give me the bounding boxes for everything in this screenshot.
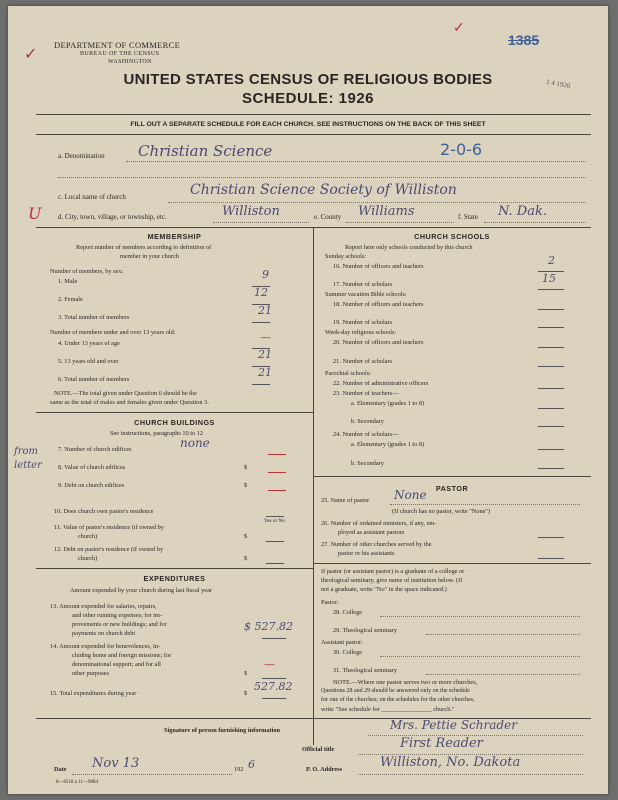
membership-title: MEMBERSHIP [147, 232, 202, 241]
parochial-schools-label: Parochial schools: [325, 370, 371, 377]
assistant-pastor-subheading: Assistant pastor: [321, 639, 363, 646]
denomination-code: 2-0-6 [440, 140, 483, 159]
q16-value[interactable]: 2 [548, 254, 555, 267]
official-title-value[interactable]: First Reader [400, 736, 483, 751]
expenditures-subtitle: Amount expended by your church during last fiscal year [70, 587, 212, 594]
q9-label: 9. Debt on church edifices [58, 482, 125, 489]
department-name: DEPARTMENT OF COMMERCE [54, 40, 181, 50]
date-value[interactable]: Nov 13 [92, 756, 140, 771]
q23a-label: a. Elementary (grades 1 to 8) [351, 400, 425, 407]
q12-label-1: 12. Debt on pastor's residence (if owned by [54, 546, 164, 553]
date-label: Date [54, 766, 67, 773]
bureau-name: BUREAU OF THE CENSUS [80, 51, 160, 57]
q27-label-2: pastor or his assistants [338, 550, 395, 557]
q23-label: 23. Number of teachers— [333, 390, 399, 397]
q25-label: 25. Name of pastor [321, 497, 370, 504]
q12-dollar: $ [244, 555, 248, 562]
q12-label-2: church) [78, 555, 98, 562]
q26-label-2: ployed as assistant pastors [338, 529, 405, 536]
q14-dollar: $ [244, 670, 248, 677]
q20-label: 20. Number of officers and teachers [333, 339, 424, 346]
q28-label: 28. College [333, 609, 363, 616]
membership-note-2: same as the total of males and females given under Question 3. [50, 399, 209, 406]
graduate-note-1: If pastor (or assistant pastor) is a graduate of a college or [321, 568, 465, 575]
census-schedule-sheet [8, 6, 608, 794]
church-name-label: c. Local name of church [58, 193, 126, 201]
form-title: UNITED STATES CENSUS OF RELIGIOUS BODIES [123, 71, 493, 88]
q13-label-3: provements or new buildings; and for [72, 621, 167, 628]
q11-label-2: church) [78, 533, 98, 540]
year-prefix: 192 [234, 766, 244, 773]
q18-label: 18. Number of officers and teachers [333, 301, 424, 308]
q29-label: 29. Theological seminary [333, 627, 398, 634]
po-address-label: P. O. Address [306, 766, 343, 773]
yes-no-hint: Yes or No [264, 518, 285, 524]
q26-label-1: 26. Number of ordained ministers, if any, em- [321, 520, 437, 527]
buildings-subtitle: See instructions, paragraphs 10 to 12 [110, 430, 204, 437]
q11-dollar: $ [244, 533, 248, 540]
q7-label: 7. Number of church edifices [58, 446, 132, 453]
church-name-value[interactable]: Christian Science Society of Williston [190, 182, 457, 198]
q14-label-2: cluding home and foreign missions; for [72, 652, 172, 659]
denomination-label: a. Denomination [58, 152, 105, 160]
q3-value[interactable]: 21 [258, 304, 272, 317]
q21-label: 21. Number of scholars [333, 358, 393, 365]
q14-label-4: other purposes [72, 670, 109, 677]
bureau-city: WASHINGTON [108, 59, 152, 65]
q14-label-3: denominational support; and for all [72, 661, 161, 668]
q30-label: 30. College [333, 649, 363, 656]
q22-label: 22. Number of administrative officers [333, 380, 429, 387]
q6-value[interactable]: 21 [258, 366, 272, 379]
pastor-note-1: NOTE.—Where one pastor serves two or more churches, [333, 679, 478, 686]
pastor-note-4: write "See schedule for ________________ church." [321, 706, 455, 713]
buildings-title: CHURCH BUILDINGS [134, 418, 215, 427]
q16-label: 16. Number of officers and teachers [333, 263, 424, 270]
stamp-number: 1385 [508, 32, 540, 48]
q1-label: 1. Male [58, 278, 78, 285]
pastor-title: PASTOR [435, 484, 469, 493]
q1-value[interactable]: 9 [262, 268, 269, 281]
q17-value[interactable]: 15 [542, 272, 556, 285]
q15-label: 15. Total expenditures during year [50, 690, 137, 697]
denomination-value[interactable]: Christian Science [138, 142, 273, 160]
form-code: 8—6518 a 11—9084 [56, 780, 99, 785]
q27-label-1: 27. Number of other churches served by the [321, 541, 432, 548]
q23b-label: b. Secondary [351, 418, 384, 425]
q2-label: 2. Female [58, 296, 83, 303]
q17-label: 17. Number of scholars [333, 281, 393, 288]
q13-label-1: 13. Amount expended for salaries, repairs, [50, 603, 157, 610]
official-title-label: Official title [302, 746, 335, 753]
q24b-label: b. Secondary [351, 460, 384, 467]
q6-label: 6. Total number of members [58, 376, 130, 383]
signature-label: Signature of person furnishing information [164, 727, 281, 734]
q4-label: 4. Under 13 years of age [58, 340, 120, 347]
red-u-mark: U [28, 204, 42, 223]
q14-label-1: 14. Amount expended for benevolences, in- [50, 643, 160, 650]
county-value[interactable]: Williams [358, 204, 415, 219]
city-value[interactable]: Williston [222, 204, 280, 219]
expenditures-title: EXPENDITURES [143, 574, 206, 583]
membership-intro-2: member in your church [120, 253, 179, 260]
q15-dollar: $ [244, 690, 248, 697]
state-label: f. State [458, 213, 478, 221]
q24a-label: a. Elementary (grades 1 to 8) [351, 441, 425, 448]
q5-value[interactable]: 21 [258, 348, 272, 361]
q9-dollar: $ [244, 482, 248, 489]
sunday-schools-label: Sunday schools: [325, 253, 367, 260]
margin-note-letter: letter [14, 460, 42, 471]
q25-note: (If church has no pastor, write "None") [392, 508, 491, 515]
pastor-subheading: Pastor: [321, 599, 339, 606]
membership-note-1: NOTE.—The total given under Question 6 should be the [54, 390, 197, 397]
q15-value[interactable]: 527.82 [254, 680, 293, 693]
schools-title: CHURCH SCHOOLS [414, 232, 490, 241]
margin-note-from: from [14, 446, 38, 457]
members-by-sex-label: Number of members, by sex: [50, 268, 124, 275]
q3-label: 3. Total number of members [58, 314, 130, 321]
vacation-schools-label: Summer vacation Bible schools: [325, 291, 407, 298]
age-heading: Number of members under and over 13 years old: [50, 329, 176, 336]
pastor-note-3: for one of the churches; on the schedules for the other churches, [321, 697, 475, 703]
form-subtitle: SCHEDULE: 1926 [241, 90, 375, 107]
city-label: d. City, town, village, or township, etc. [58, 213, 167, 221]
red-check-mark-left: ✓ [24, 46, 38, 63]
q5-label: 5. 13 years old and over [58, 358, 119, 365]
county-label: e. County [314, 213, 342, 221]
q13-label-2: and other running expenses; for im- [72, 612, 163, 619]
pastor-note-2: Questions 28 and 29 should be answered only on the schedule [321, 688, 470, 694]
q25-value[interactable]: None [394, 488, 427, 502]
q10-label: 10. Does church own pastor's residence [54, 508, 154, 515]
red-check-mark-top: ✓ [453, 21, 465, 36]
signature-value[interactable]: Mrs. Pettie Schrader [390, 718, 517, 732]
state-value[interactable]: N. Dak. [498, 204, 547, 219]
year-value[interactable]: 6 [248, 758, 255, 771]
q24-label: 24. Number of scholars— [333, 431, 399, 438]
q8-label: 8. Value of church edifices [58, 464, 126, 471]
q7-value[interactable]: none [180, 436, 210, 450]
q13-label-4: payments on church debt [72, 630, 136, 637]
graduate-note-2: theological seminary, give name of institution below. (If [321, 577, 463, 584]
q31-label: 31. Theological seminary [333, 667, 398, 674]
weekday-schools-label: Week-day religious schools: [325, 329, 397, 336]
q14-value[interactable]: — [264, 658, 275, 671]
graduate-note-3: not a graduate, write "No" in the space indicated.) [321, 586, 447, 593]
schools-subtitle: Report here only schools conducted by this church [345, 244, 473, 251]
q4-value[interactable]: — [260, 331, 271, 344]
po-address-value[interactable]: Williston, No. Dakota [380, 755, 521, 770]
q2-value[interactable]: 12 [254, 286, 268, 299]
membership-intro-1: Report number of members according to definition of [76, 244, 212, 251]
q8-dollar: $ [244, 464, 248, 471]
q13-value[interactable]: $ 527.82 [244, 620, 293, 633]
stamp-date: 1 4 1926 [545, 77, 572, 91]
form-instruction: FILL OUT A SEPARATE SCHEDULE FOR EACH CHURCH. SEE INSTRUCTIONS ON THE BACK OF THIS SHEET [130, 121, 486, 128]
q11-label-1: 11. Value of pastor's residence (if owned by [54, 524, 164, 531]
q19-label: 19. Number of scholars [333, 319, 393, 326]
